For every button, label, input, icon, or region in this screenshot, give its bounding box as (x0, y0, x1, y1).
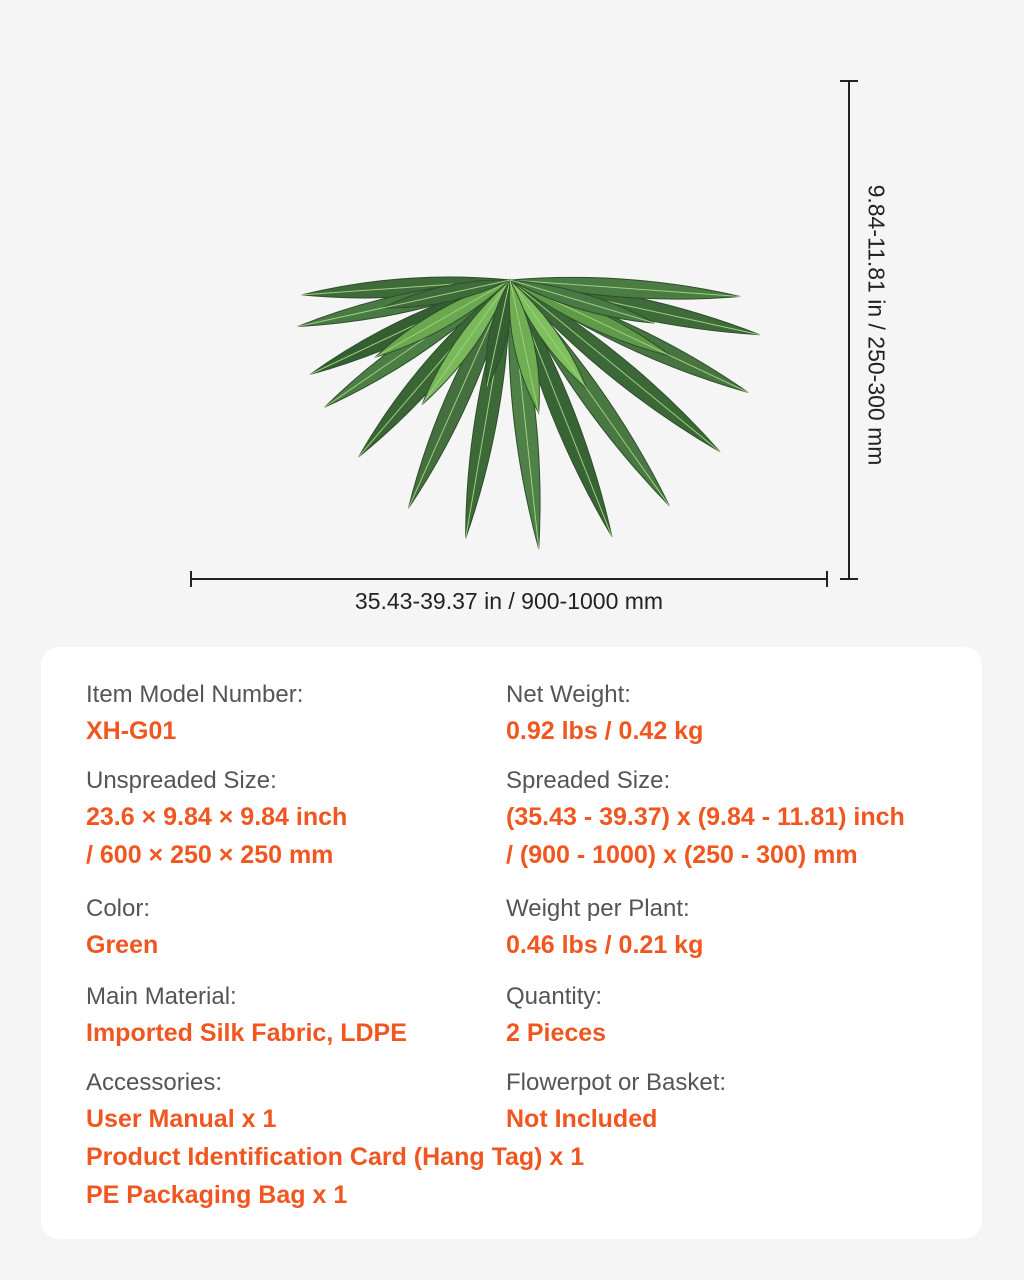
spec-label: Accessories: (86, 1069, 223, 1096)
spec-label: Net Weight: (506, 681, 631, 708)
spec-unspreaded-size (86, 763, 347, 874)
spec-material (86, 979, 407, 1052)
spec-label: Flowerpot or Basket: (506, 1069, 727, 1096)
spec-value: / 600 × 250 × 250 mm (86, 841, 334, 869)
spec-value: Not Included (506, 1105, 658, 1133)
spec-value: XH-G01 (86, 717, 177, 745)
spec-color (86, 891, 158, 964)
width-dimension-label: 35.43-39.37 in / 900-1000 mm (354, 588, 664, 614)
spec-value: PE Packaging Bag x 1 (86, 1181, 348, 1209)
fern-plant-image (180, 80, 840, 580)
spec-label: Color: (86, 895, 151, 922)
spec-label: Spreaded Size: (506, 767, 671, 794)
spec-net-weight (506, 677, 703, 750)
spec-value: / (900 - 1000) x (250 - 300) mm (506, 841, 858, 869)
height-dimension-line (840, 80, 858, 580)
spec-label: Item Model Number: (86, 681, 304, 708)
spec-weight-per-plant (506, 891, 703, 964)
spec-value: 0.46 lbs / 0.21 kg (506, 931, 704, 959)
spec-value: Product Identification Card (Hang Tag) x 1 (86, 1143, 585, 1171)
spec-flowerpot (506, 1065, 726, 1138)
spec-label: Weight per Plant: (506, 895, 690, 922)
spec-value: (35.43 - 39.37) x (9.84 - 11.81) inch (506, 803, 905, 831)
spec-value: Imported Silk Fabric, LDPE (86, 1019, 407, 1047)
spec-label: Main Material: (86, 983, 237, 1010)
height-dimension-label: 9.84-11.81 in / 250-300 mm (863, 184, 890, 466)
spec-model (86, 677, 303, 750)
spec-card (41, 647, 982, 1239)
width-dimension-line (190, 571, 828, 587)
spec-value: 0.92 lbs / 0.42 kg (506, 717, 704, 745)
spec-value: 23.6 × 9.84 × 9.84 inch (86, 803, 348, 831)
spec-quantity (506, 979, 606, 1052)
spec-label: Unspreaded Size: (86, 767, 277, 794)
spec-value: 2 Pieces (506, 1019, 607, 1047)
spec-value: User Manual x 1 (86, 1105, 277, 1133)
spec-value: Green (86, 931, 159, 959)
spec-label: Quantity: (506, 983, 603, 1010)
spec-spreaded-size (506, 763, 905, 874)
